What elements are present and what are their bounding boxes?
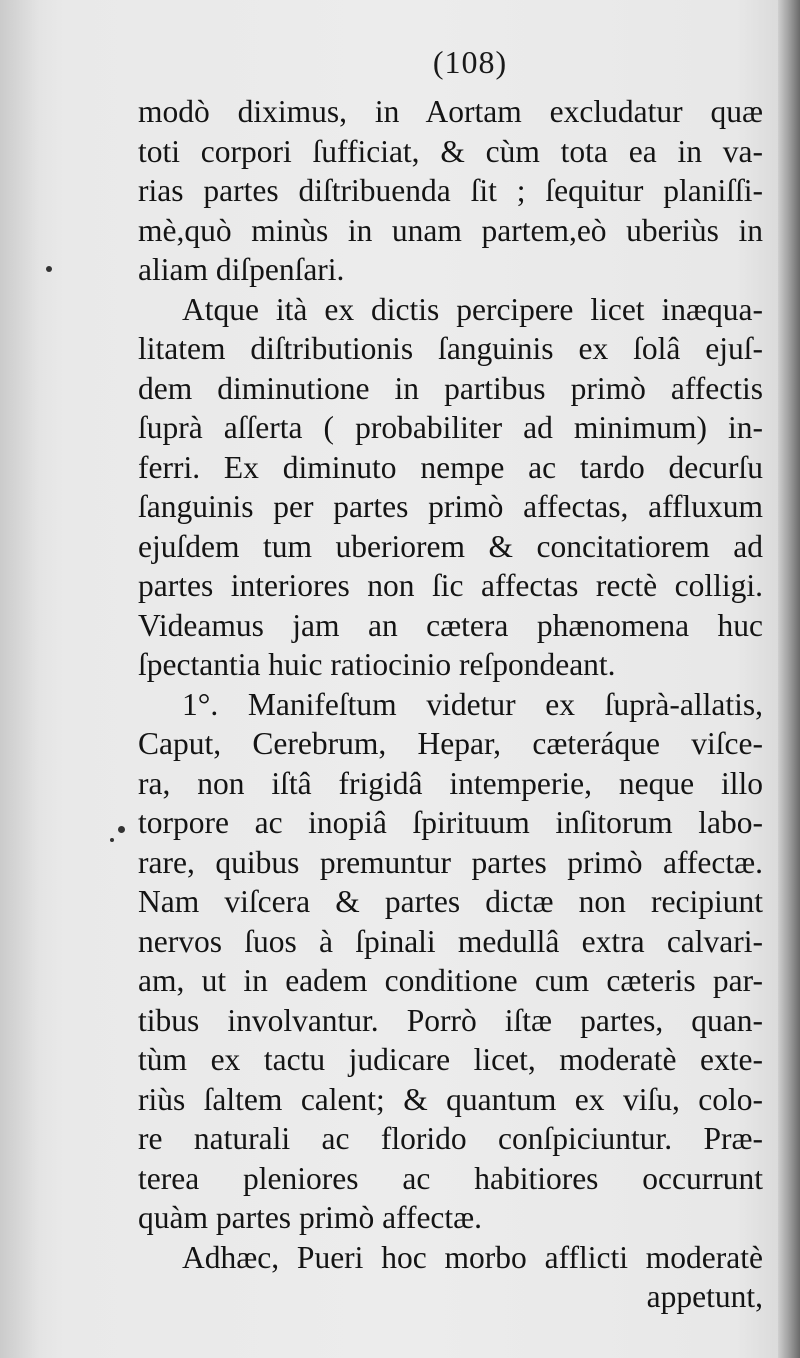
text-line: ejuſdem tum uberiorem & concitatiorem ad — [138, 528, 763, 564]
text-line: ſanguinis per partes primò affectas, affluxum — [138, 489, 763, 524]
text-line: mè,quò minùs in unam partem,eò uberiùs in — [138, 212, 763, 248]
body-text — [138, 92, 763, 1317]
text-line: Videamus jam an cætera phænomena huc — [138, 607, 763, 643]
text-line: Atque ità ex dictis percipere licet inæqua- — [182, 291, 763, 327]
text-line: litatem diſtributionis ſanguinis ex ſolâ ejuſ- — [138, 331, 763, 366]
text-line: rias partes diſtribuenda ſit ; ſequitur planiſſi- — [138, 173, 763, 208]
text-line: tibus involvantur. Porrò iſtæ partes, quan- — [138, 1002, 763, 1038]
text-line: Adhæc, Pueri hoc morbo afflicti moderatè — [182, 1239, 763, 1275]
page-gutter-edge — [778, 0, 800, 1358]
ink-speck — [110, 838, 114, 842]
ink-speck — [46, 266, 52, 272]
text-line: toti corpori ſufficiat, & cùm tota ea in va- — [138, 133, 763, 169]
page-left-shadow — [0, 0, 40, 1358]
text-line: tùm ex tactu judicare licet, moderatè exte- — [138, 1042, 763, 1077]
text-line: 1°. Manifeſtum videtur ex ſuprà-allatis, — [182, 686, 763, 722]
text-line: torpore ac inopiâ ſpirituum inſitorum labo- — [138, 805, 763, 840]
text-line: riùs ſaltem calent; & quantum ex viſu, colo- — [138, 1081, 763, 1117]
text-line: ra, non iſtâ frigidâ intemperie, neque illo — [138, 765, 763, 801]
text-line: ſpectantia huic ratiocinio reſpondeant. — [138, 647, 616, 682]
text-line: re naturali ac florido conſpiciuntur. Præ- — [138, 1121, 763, 1156]
text-line: ferri. Ex diminuto nempe ac tardo decurſu — [138, 449, 763, 485]
text-line: modò diximus, in Aortam excludatur quæ — [138, 94, 763, 129]
text-line: terea pleniores ac habitiores occurrunt — [138, 1160, 763, 1196]
text-line: aliam diſpenſari. — [138, 252, 345, 287]
text-line: rare, quibus premuntur partes primò affectæ. — [138, 844, 763, 880]
text-line: ſuprà aſſerta ( probabiliter ad minimum) in- — [138, 410, 763, 445]
text-line: partes interiores non ſic affectas rectè colligi. — [138, 568, 763, 603]
text-line: nervos ſuos à ſpinali medullâ extra calvari- — [138, 923, 763, 959]
text-line: Caput, Cerebrum, Hepar, cæteráque viſce- — [138, 726, 763, 761]
text-line: Nam viſcera & partes dictæ non recipiunt — [138, 884, 763, 919]
page-number: (108) — [432, 44, 508, 80]
text-line: dem diminutione in partibus primò affectis — [138, 370, 763, 406]
catchword: appetunt, — [646, 1279, 763, 1314]
text-line: am, ut in eadem conditione cum cæteris par- — [138, 963, 763, 998]
ink-speck — [118, 826, 125, 833]
text-line: quàm partes primò affectæ. — [138, 1200, 483, 1235]
